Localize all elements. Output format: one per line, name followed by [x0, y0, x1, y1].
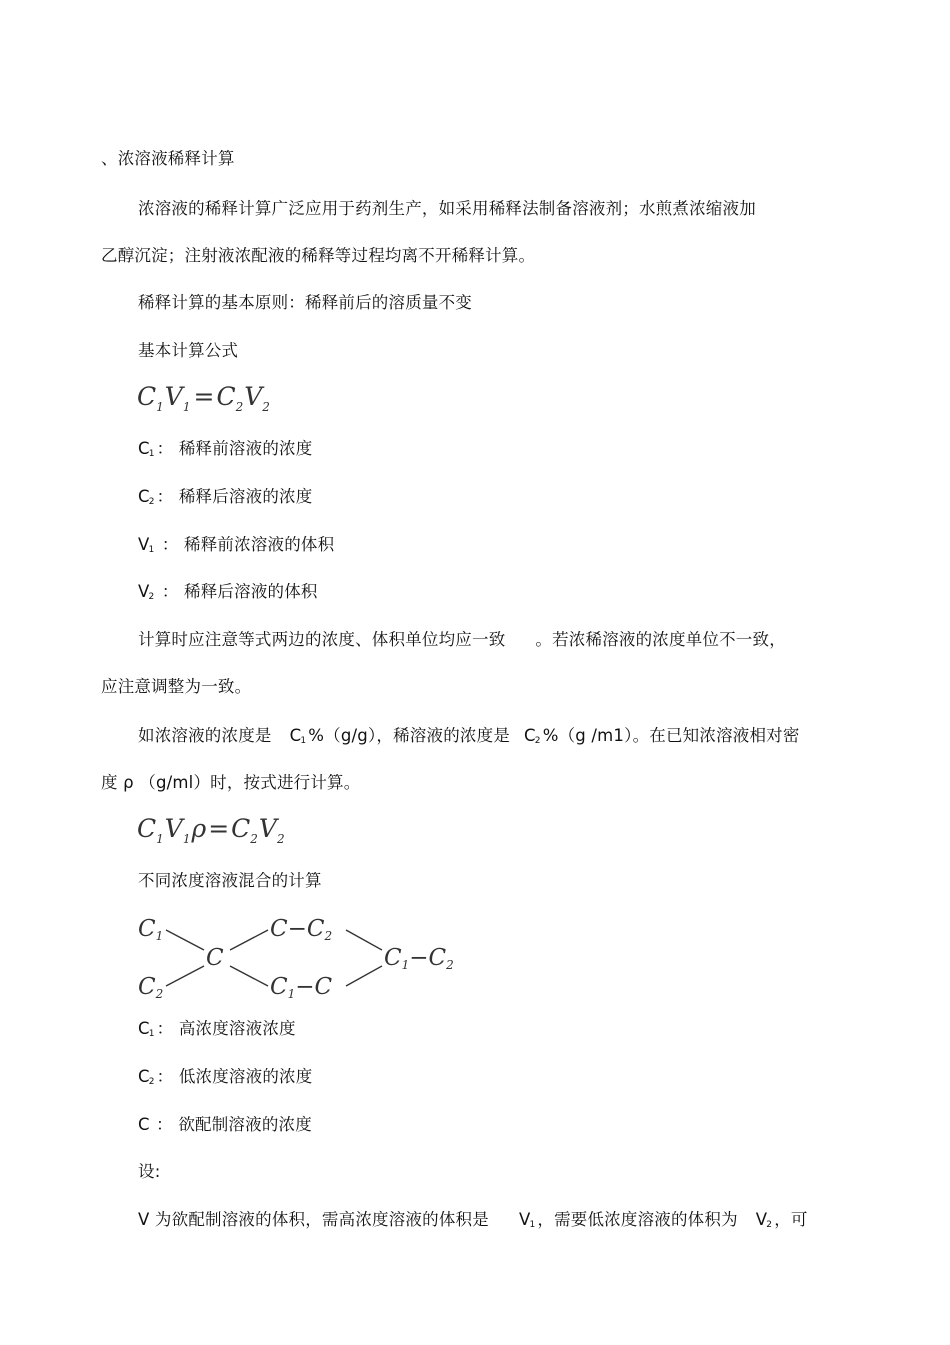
definition-subscript: 2: [148, 497, 155, 507]
definition-v1: [138, 534, 334, 561]
definition-low: [138, 1066, 312, 1093]
formula-v1: V: [164, 382, 183, 411]
diagram-line-top-result: [346, 930, 382, 950]
formula2-v1: V: [164, 814, 183, 843]
let-label: 设:: [138, 1162, 161, 1181]
formula-c2: C: [216, 382, 236, 411]
definition-text: ： 稀释前浓溶液的体积: [156, 535, 335, 554]
mixing-cross-diagram: [134, 906, 474, 1002]
definition-v2: [138, 581, 318, 608]
definition-symbol: C: [138, 487, 150, 506]
intro-line-1: 浓溶液的稀释计算广泛应用于药剂生产，如采用稀释法制备溶液剂；水煎煮浓缩液加: [138, 199, 756, 218]
definition-high: [138, 1018, 296, 1045]
diagram-line-c-top: [230, 930, 268, 950]
diagram-line-bottom-result: [346, 966, 382, 986]
definition-text: ： 稀释后溶液的浓度: [156, 487, 313, 506]
definition-subscript: 1: [148, 1029, 155, 1039]
formula2-v2: V: [258, 814, 277, 843]
definition-symbol: C: [138, 439, 150, 458]
final-v2-sub: 2: [766, 1220, 773, 1230]
diagram-c1: C1: [138, 916, 164, 943]
note-text-a: 计算时应注意等式两边的浓度、体积单位均应一致: [138, 630, 506, 649]
formula-density: [137, 814, 286, 846]
final-text-c: ，需要低浓度溶液的体积为: [537, 1210, 738, 1229]
definition-subscript: 1: [148, 545, 155, 555]
intro-line-2: 乙醇沉淀；注射液浓配液的稀释等过程均离不开稀释计算。: [101, 246, 536, 265]
final-v1-sub: 1: [529, 1220, 536, 1230]
definition-symbol: C: [138, 1067, 150, 1086]
definition-c2: [138, 486, 312, 513]
diagram-line-c-bottom: [230, 966, 268, 986]
definition-text: ： 稀释前溶液的浓度: [156, 439, 313, 458]
diagram-result: C1−C2: [384, 945, 454, 972]
density-text-c: %（g/g），稀溶液的浓度是: [308, 726, 511, 745]
formula2-c1-sub: 1: [156, 832, 164, 846]
density-c2: C: [524, 726, 536, 745]
note-text-b: 。若浓稀溶液的浓度单位不一致，: [535, 630, 786, 649]
definition-text: ： 欲配制溶液的浓度: [150, 1115, 312, 1134]
definition-text: ： 稀释后溶液的体积: [156, 582, 318, 601]
formula-v2: V: [244, 382, 263, 411]
definition-text: ： 高浓度溶液浓度: [156, 1019, 296, 1038]
density-line-1: [138, 725, 800, 752]
definition-subscript: 1: [148, 449, 155, 459]
final-v1: V: [518, 1210, 531, 1229]
definition-symbol: C: [138, 1115, 150, 1134]
diagram-c2: C2: [138, 974, 164, 1001]
diagram-top-term: C−C2: [270, 916, 333, 943]
formula2-c2-sub: 2: [250, 832, 258, 846]
section-heading: 、浓溶液稀释计算: [101, 149, 235, 168]
density-text-e: %（g /m1）。在已知浓溶液相对密: [542, 726, 800, 745]
formula-equals: =: [193, 382, 215, 411]
density-text-a: 如浓溶液的浓度是: [138, 726, 272, 745]
density-line-2: 度 ρ （g/ml）时，按式进行计算。: [101, 773, 361, 792]
formula-c1: C: [137, 382, 157, 411]
diagram-bottom-term: C1−C: [270, 974, 333, 1001]
final-v2: V: [755, 1210, 768, 1229]
diagram-line-c1-c: [166, 930, 204, 950]
definition-symbol: V: [138, 582, 150, 601]
formula2-v1-sub: 1: [182, 832, 191, 846]
formula-v2-sub: 2: [262, 400, 270, 414]
formula2-equals: =: [208, 814, 230, 843]
mixing-title: 不同浓度溶液混合的计算: [138, 871, 322, 890]
note-line-2: 应注意调整为一致。: [101, 677, 252, 696]
formula2-v2-sub: 2: [276, 832, 285, 846]
formula-v1-sub: 1: [182, 400, 191, 414]
formula-title: 基本计算公式: [138, 341, 239, 360]
definition-c1: [138, 438, 312, 465]
formula2-c1: C: [137, 814, 157, 843]
formula2-c2: C: [231, 814, 251, 843]
definition-target: [138, 1114, 312, 1141]
diagram-c: C: [206, 945, 224, 971]
definition-symbol: V: [138, 535, 150, 554]
definition-text: ： 低浓度溶液的浓度: [156, 1067, 313, 1086]
formula-c2-sub: 2: [235, 400, 244, 414]
principle-text: 稀释计算的基本原则：稀释前后的溶质量不变: [138, 293, 472, 312]
final-text-e: ，可: [774, 1210, 808, 1229]
formula-c1-sub: 1: [156, 400, 164, 414]
final-line: [138, 1209, 808, 1236]
definition-subscript: 2: [148, 1077, 155, 1087]
density-c1: C: [289, 726, 302, 745]
formula-basic: [137, 382, 271, 414]
note-line-1: [138, 629, 786, 651]
density-c2-sub: 2: [534, 736, 541, 746]
definition-symbol: C: [138, 1019, 150, 1038]
formula2-rho: ρ: [191, 814, 207, 843]
final-text-a: V 为欲配制溶液的体积，需高浓度溶液的体积是: [138, 1210, 489, 1229]
density-c1-sub: 1: [300, 736, 307, 746]
definition-subscript: 2: [148, 592, 155, 602]
diagram-line-c2-c: [166, 966, 204, 986]
